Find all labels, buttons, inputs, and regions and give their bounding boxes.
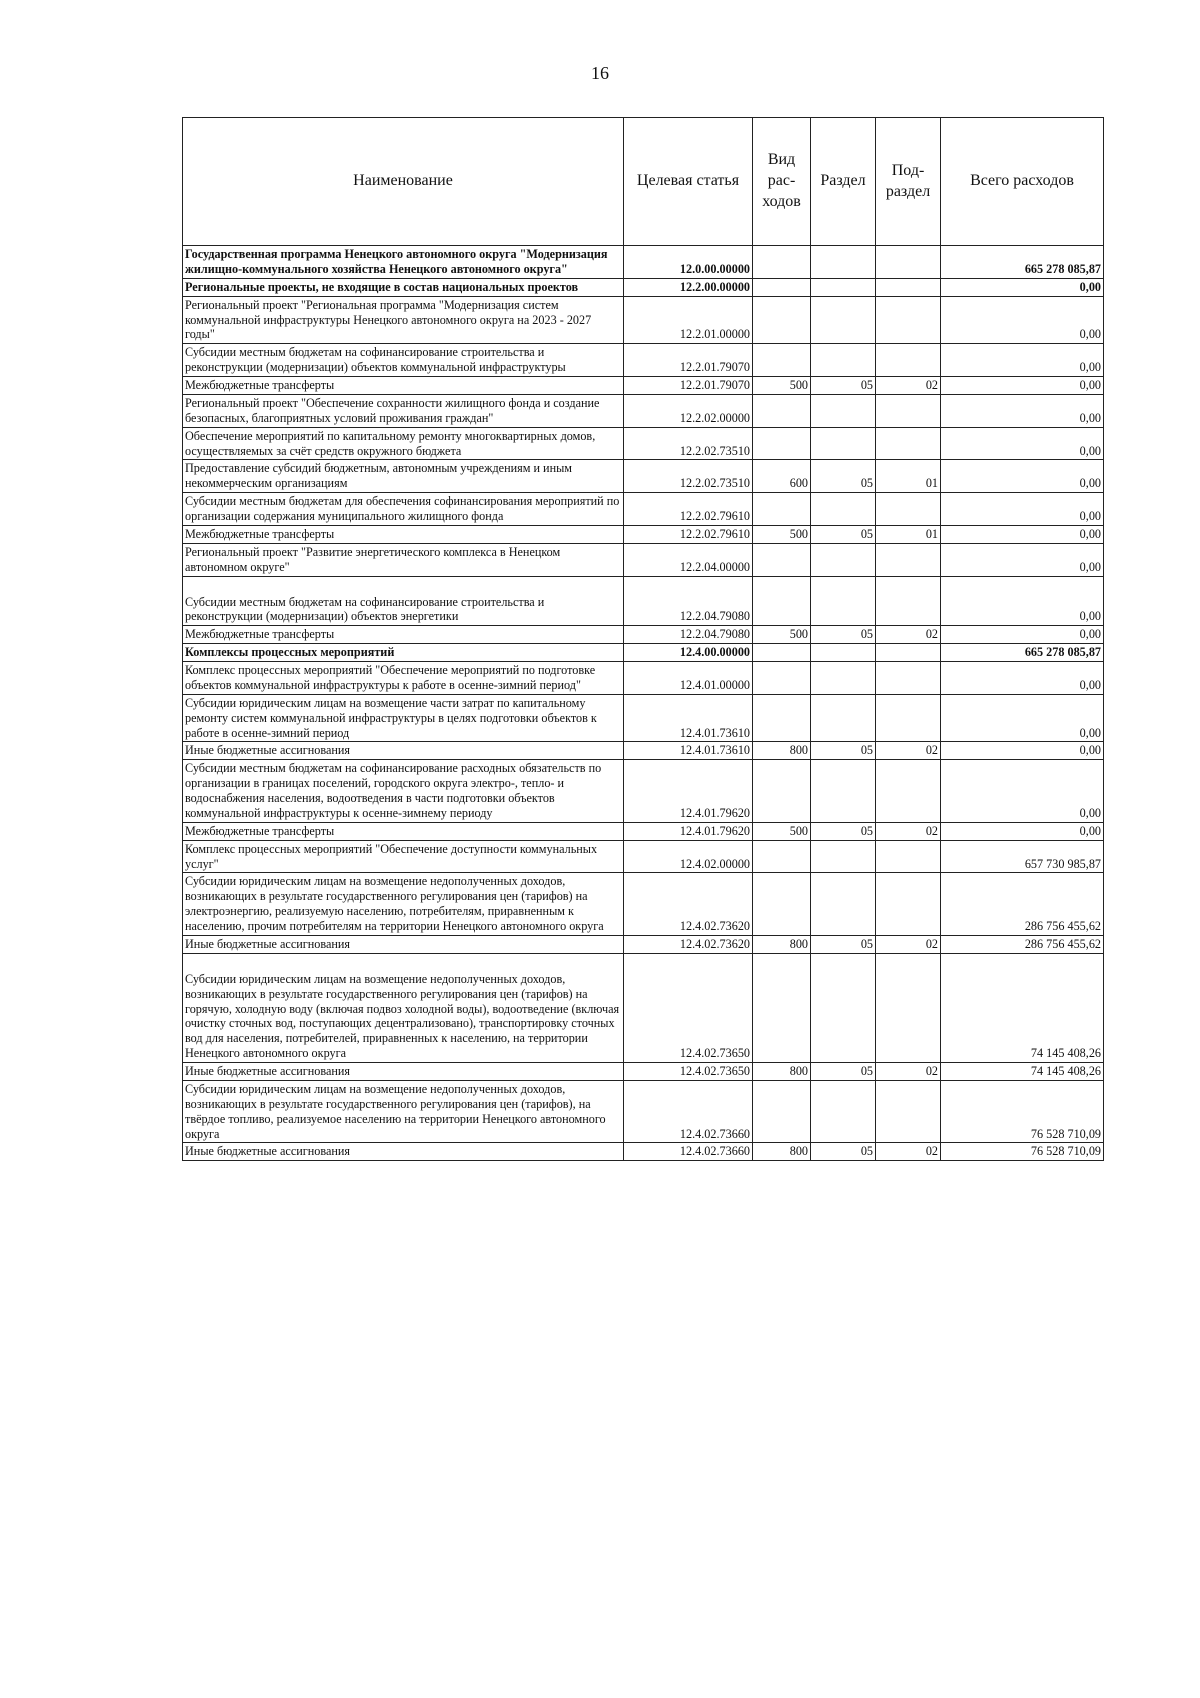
row-section bbox=[811, 953, 876, 1062]
row-name: Иные бюджетные ассигнования bbox=[183, 935, 624, 953]
row-total: 665 278 085,87 bbox=[941, 246, 1104, 279]
table-row bbox=[183, 394, 1104, 427]
row-name: Межбюджетные трансферты bbox=[183, 822, 624, 840]
row-subsection bbox=[876, 278, 941, 296]
row-target-article: 12.4.02.73660 bbox=[624, 1080, 753, 1143]
row-section: 05 bbox=[811, 1063, 876, 1081]
row-total: 74 145 408,26 bbox=[941, 953, 1104, 1062]
row-expense-type: 600 bbox=[753, 460, 811, 493]
row-name: Субсидии юридическим лицам на возмещение недополученных доходов, возникающих в результате государственного регулирования цен (тарифов), на твёрдое топливо, реализуемое населению на территории Ненецкого автономного округа bbox=[183, 1080, 624, 1143]
row-subsection: 02 bbox=[876, 742, 941, 760]
row-subsection bbox=[876, 1080, 941, 1143]
row-target-article: 12.2.04.00000 bbox=[624, 543, 753, 576]
row-name: Региональный проект "Развитие энергетического комплекса в Ненецком автономном округе" bbox=[183, 543, 624, 576]
table-header bbox=[183, 118, 1104, 246]
row-name: Субсидии местным бюджетам на софинансирование расходных обязательств по организации в границах поселений, городского округа электро-, тепло- и водоснабжения населения, водоотведения в части подготовки объектов коммунальной инфраструктуры к осенне-зимнему периоду bbox=[183, 760, 624, 823]
table-row bbox=[183, 1143, 1104, 1161]
row-section bbox=[811, 278, 876, 296]
table-row bbox=[183, 278, 1104, 296]
row-target-article: 12.4.01.73610 bbox=[624, 742, 753, 760]
row-name: Региональный проект "Региональная программа "Модернизация систем коммунальной инфраструктуры Ненецкого автономного округа на 2023 - 2027 годы" bbox=[183, 296, 624, 344]
row-target-article: 12.4.01.00000 bbox=[624, 662, 753, 695]
row-expense-type: 500 bbox=[753, 377, 811, 395]
row-section bbox=[811, 576, 876, 626]
row-total: 76 528 710,09 bbox=[941, 1080, 1104, 1143]
row-subsection: 02 bbox=[876, 1143, 941, 1161]
table-row bbox=[183, 493, 1104, 526]
row-target-article: 12.2.02.79610 bbox=[624, 493, 753, 526]
row-expense-type bbox=[753, 662, 811, 695]
row-expense-type: 500 bbox=[753, 626, 811, 644]
row-section bbox=[811, 543, 876, 576]
row-total: 76 528 710,09 bbox=[941, 1143, 1104, 1161]
row-name: Иные бюджетные ассигнования bbox=[183, 742, 624, 760]
row-total: 0,00 bbox=[941, 493, 1104, 526]
row-total: 657 730 985,87 bbox=[941, 840, 1104, 873]
row-expense-type: 800 bbox=[753, 1063, 811, 1081]
row-name: Обеспечение мероприятий по капитальному ремонту многоквартирных домов, осуществляемых за счёт средств окружного бюджета bbox=[183, 427, 624, 460]
row-name: Региональный проект "Обеспечение сохранности жилищного фонда и создание безопасных, благоприятных условий проживания граждан" bbox=[183, 394, 624, 427]
row-section bbox=[811, 760, 876, 823]
row-section: 05 bbox=[811, 822, 876, 840]
row-section bbox=[811, 344, 876, 377]
row-name: Субсидии юридическим лицам на возмещение части затрат по капитальному ремонту систем коммунальной инфраструктуры в целях подготовки объектов к работе в осенне-зимний период bbox=[183, 694, 624, 742]
row-target-article: 12.2.02.73510 bbox=[624, 460, 753, 493]
row-target-article: 12.2.00.00000 bbox=[624, 278, 753, 296]
row-subsection bbox=[876, 344, 941, 377]
row-section: 05 bbox=[811, 742, 876, 760]
row-subsection: 01 bbox=[876, 460, 941, 493]
table-row bbox=[183, 296, 1104, 344]
row-total: 0,00 bbox=[941, 822, 1104, 840]
row-total: 0,00 bbox=[941, 394, 1104, 427]
row-subsection bbox=[876, 543, 941, 576]
row-target-article: 12.2.01.00000 bbox=[624, 296, 753, 344]
row-name: Межбюджетные трансферты bbox=[183, 525, 624, 543]
row-subsection: 02 bbox=[876, 935, 941, 953]
table-row bbox=[183, 822, 1104, 840]
row-section bbox=[811, 493, 876, 526]
row-expense-type bbox=[753, 840, 811, 873]
row-total: 286 756 455,62 bbox=[941, 935, 1104, 953]
row-target-article: 12.2.01.79070 bbox=[624, 377, 753, 395]
header-target-article: Целевая статья bbox=[624, 118, 753, 246]
row-total: 0,00 bbox=[941, 543, 1104, 576]
table-row bbox=[183, 543, 1104, 576]
row-expense-type bbox=[753, 394, 811, 427]
row-section: 05 bbox=[811, 935, 876, 953]
table-row bbox=[183, 694, 1104, 742]
row-expense-type bbox=[753, 344, 811, 377]
row-target-article: 12.4.02.73620 bbox=[624, 935, 753, 953]
header-expense-type: Вид рас-ходов bbox=[753, 118, 811, 246]
row-target-article: 12.4.01.73610 bbox=[624, 694, 753, 742]
row-expense-type bbox=[753, 493, 811, 526]
row-name: Комплекс процессных мероприятий "Обеспечение доступности коммунальных услуг" bbox=[183, 840, 624, 873]
header-subsection: Под-раздел bbox=[876, 118, 941, 246]
row-section bbox=[811, 840, 876, 873]
row-total: 0,00 bbox=[941, 525, 1104, 543]
row-expense-type bbox=[753, 644, 811, 662]
header-name: Наименование bbox=[183, 118, 624, 246]
row-target-article: 12.2.04.79080 bbox=[624, 576, 753, 626]
row-name: Субсидии юридическим лицам на возмещение недополученных доходов, возникающих в результате государственного регулирования цен (тарифов) на горячую, холодную воду (включая подвоз холодной воды), водоотведение (включая очистку сточных вод, поступающих децентрализовано), транспортировку сточных вод для населения, потребителей, приравненных к населению, на территории Ненецкого автономного округа bbox=[183, 953, 624, 1062]
row-expense-type: 800 bbox=[753, 935, 811, 953]
table-row bbox=[183, 742, 1104, 760]
row-subsection: 02 bbox=[876, 377, 941, 395]
table-row bbox=[183, 760, 1104, 823]
row-name: Субсидии местным бюджетам на софинансирование строительства и реконструкции (модернизации) объектов коммунальной инфраструктуры bbox=[183, 344, 624, 377]
table-row bbox=[183, 840, 1104, 873]
page-number: 16 bbox=[591, 63, 609, 83]
row-expense-type: 500 bbox=[753, 822, 811, 840]
row-target-article: 12.2.02.73510 bbox=[624, 427, 753, 460]
table-row bbox=[183, 626, 1104, 644]
row-section: 05 bbox=[811, 377, 876, 395]
row-target-article: 12.4.02.73650 bbox=[624, 1063, 753, 1081]
row-subsection bbox=[876, 644, 941, 662]
row-name: Комплекс процессных мероприятий "Обеспечение мероприятий по подготовке объектов коммунальной инфраструктуры к работе в осенне-зимний период" bbox=[183, 662, 624, 695]
row-subsection bbox=[876, 840, 941, 873]
row-total: 0,00 bbox=[941, 742, 1104, 760]
row-total: 74 145 408,26 bbox=[941, 1063, 1104, 1081]
row-subsection bbox=[876, 953, 941, 1062]
row-target-article: 12.0.00.00000 bbox=[624, 246, 753, 279]
row-target-article: 12.4.01.79620 bbox=[624, 760, 753, 823]
row-section bbox=[811, 296, 876, 344]
row-name: Предоставление субсидий бюджетным, автономным учреждениям и иным некоммерческим организациям bbox=[183, 460, 624, 493]
row-subsection bbox=[876, 427, 941, 460]
row-expense-type bbox=[753, 873, 811, 936]
row-section bbox=[811, 873, 876, 936]
table-row bbox=[183, 1063, 1104, 1081]
row-total: 0,00 bbox=[941, 344, 1104, 377]
row-subsection: 02 bbox=[876, 626, 941, 644]
row-total: 286 756 455,62 bbox=[941, 873, 1104, 936]
table-row bbox=[183, 644, 1104, 662]
row-name: Межбюджетные трансферты bbox=[183, 377, 624, 395]
row-total: 0,00 bbox=[941, 626, 1104, 644]
row-total: 0,00 bbox=[941, 377, 1104, 395]
row-name: Региональные проекты, не входящие в состав национальных проектов bbox=[183, 278, 624, 296]
table-row bbox=[183, 953, 1104, 1062]
row-section bbox=[811, 427, 876, 460]
row-section bbox=[811, 1080, 876, 1143]
row-target-article: 12.4.02.00000 bbox=[624, 840, 753, 873]
row-expense-type: 800 bbox=[753, 1143, 811, 1161]
table-row bbox=[183, 576, 1104, 626]
row-name: Иные бюджетные ассигнования bbox=[183, 1063, 624, 1081]
table-row bbox=[183, 525, 1104, 543]
row-section bbox=[811, 694, 876, 742]
row-subsection bbox=[876, 394, 941, 427]
table-row bbox=[183, 662, 1104, 695]
row-subsection: 01 bbox=[876, 525, 941, 543]
row-target-article: 12.2.01.79070 bbox=[624, 344, 753, 377]
row-name: Комплексы процессных мероприятий bbox=[183, 644, 624, 662]
row-expense-type bbox=[753, 427, 811, 460]
row-expense-type bbox=[753, 694, 811, 742]
table-row bbox=[183, 246, 1104, 279]
row-subsection: 02 bbox=[876, 1063, 941, 1081]
row-name: Межбюджетные трансферты bbox=[183, 626, 624, 644]
row-expense-type bbox=[753, 296, 811, 344]
row-subsection bbox=[876, 576, 941, 626]
row-expense-type: 800 bbox=[753, 742, 811, 760]
row-target-article: 12.2.04.79080 bbox=[624, 626, 753, 644]
row-expense-type bbox=[753, 246, 811, 279]
table-row bbox=[183, 344, 1104, 377]
table-row bbox=[183, 1080, 1104, 1143]
row-expense-type bbox=[753, 953, 811, 1062]
row-name: Субсидии местным бюджетам для обеспечения софинансирования мероприятий по организации содержания муниципального жилищного фонда bbox=[183, 493, 624, 526]
row-total: 0,00 bbox=[941, 760, 1104, 823]
row-target-article: 12.4.00.00000 bbox=[624, 644, 753, 662]
row-name: Субсидии местным бюджетам на софинансирование строительства и реконструкции (модернизации) объектов энергетики bbox=[183, 576, 624, 626]
row-total: 0,00 bbox=[941, 460, 1104, 493]
row-section bbox=[811, 394, 876, 427]
row-subsection bbox=[876, 873, 941, 936]
table-row bbox=[183, 873, 1104, 936]
table-row bbox=[183, 460, 1104, 493]
row-section: 05 bbox=[811, 525, 876, 543]
row-subsection bbox=[876, 493, 941, 526]
row-section: 05 bbox=[811, 626, 876, 644]
row-total: 0,00 bbox=[941, 427, 1104, 460]
row-subsection bbox=[876, 694, 941, 742]
row-total: 665 278 085,87 bbox=[941, 644, 1104, 662]
header-total: Всего расходов bbox=[941, 118, 1104, 246]
table-row bbox=[183, 427, 1104, 460]
row-expense-type bbox=[753, 576, 811, 626]
row-expense-type bbox=[753, 543, 811, 576]
row-section bbox=[811, 644, 876, 662]
table-row bbox=[183, 935, 1104, 953]
row-target-article: 12.4.02.73660 bbox=[624, 1143, 753, 1161]
row-target-article: 12.4.02.73620 bbox=[624, 873, 753, 936]
row-total: 0,00 bbox=[941, 662, 1104, 695]
row-expense-type bbox=[753, 760, 811, 823]
row-expense-type: 500 bbox=[753, 525, 811, 543]
row-subsection bbox=[876, 246, 941, 279]
row-section: 05 bbox=[811, 460, 876, 493]
row-subsection bbox=[876, 760, 941, 823]
row-subsection: 02 bbox=[876, 822, 941, 840]
row-total: 0,00 bbox=[941, 694, 1104, 742]
budget-table bbox=[182, 117, 1104, 1161]
row-total: 0,00 bbox=[941, 296, 1104, 344]
row-name: Субсидии юридическим лицам на возмещение недополученных доходов, возникающих в результате государственного регулирования цен (тарифов) на электроэнергию, реализуемую населению, потребителям, приравненным к населению, прочим потребителям на территории Ненецкого автономного округа bbox=[183, 873, 624, 936]
row-total: 0,00 bbox=[941, 576, 1104, 626]
row-name: Иные бюджетные ассигнования bbox=[183, 1143, 624, 1161]
row-section: 05 bbox=[811, 1143, 876, 1161]
row-expense-type bbox=[753, 278, 811, 296]
row-section bbox=[811, 662, 876, 695]
row-total: 0,00 bbox=[941, 278, 1104, 296]
row-subsection bbox=[876, 296, 941, 344]
row-target-article: 12.2.02.00000 bbox=[624, 394, 753, 427]
row-name: Государственная программа Ненецкого автономного округа "Модернизация жилищно-коммунального хозяйства Ненецкого автономного округа" bbox=[183, 246, 624, 279]
row-expense-type bbox=[753, 1080, 811, 1143]
row-subsection bbox=[876, 662, 941, 695]
table-row bbox=[183, 377, 1104, 395]
row-target-article: 12.4.01.79620 bbox=[624, 822, 753, 840]
header-section: Раздел bbox=[811, 118, 876, 246]
row-target-article: 12.2.02.79610 bbox=[624, 525, 753, 543]
row-section bbox=[811, 246, 876, 279]
row-target-article: 12.4.02.73650 bbox=[624, 953, 753, 1062]
